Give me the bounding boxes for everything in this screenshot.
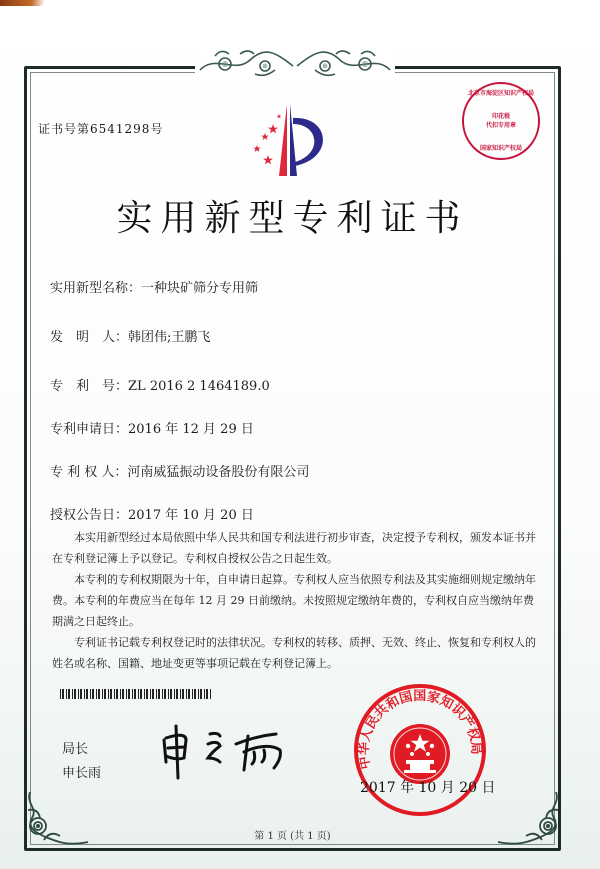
field-patentee — [50, 461, 309, 480]
paragraph-grant: 本实用新型经过本局依照中华人民共和国专利法进行初步审查，决定授予专利权，颁发本证书并在专利登记簿上予以登记。专利权自授权公告之日起生效。 — [52, 531, 536, 565]
stamp-inner-line-1: 印花税 — [491, 113, 510, 120]
field-grant-date — [50, 504, 254, 523]
field-inventors — [50, 326, 210, 345]
cnipa-official-seal-icon — [350, 680, 490, 820]
field-label: 授权公告日： — [50, 508, 129, 523]
page-number: 第 1 页 (共 1 页) — [254, 831, 331, 842]
field-value: 河南威猛振动设备股份有限公司 — [127, 465, 310, 480]
field-label: 专 利 权 人： — [50, 465, 128, 480]
photo-edge — [0, 0, 45, 6]
field-label: 发 明 人： — [50, 330, 129, 345]
stamp-inner-text — [464, 112, 538, 130]
director-title: 局长 — [62, 742, 89, 757]
stamp-bottom-text: 国家知识产权局 — [479, 145, 522, 152]
stamp-duty-seal — [462, 82, 540, 160]
cnipa-logo-icon — [235, 100, 325, 180]
stamp-inner-line-2: 代扣专用章 — [485, 122, 516, 129]
field-value: 2017 年 10 月 20 日 — [128, 508, 254, 523]
field-label: 专利申请日： — [50, 422, 129, 437]
svg-text:中华人民共和国国家知识产权局: 中华人民共和国国家知识产权局 — [356, 688, 484, 771]
field-label: 实用新型名称： — [50, 281, 142, 296]
field-value: 一种块矿筛分专用筛 — [141, 281, 259, 296]
director-signature-icon — [160, 722, 290, 782]
certificate-number: 证书号第6541298号 — [38, 122, 164, 136]
field-value: 2016 年 12 月 29 日 — [128, 422, 254, 437]
paragraph-term: 本专利的专利权期限为十年，自申请日起算。专利权人应当依照专利法及其实施细则规定缴纳年费。本专利的年费应当在每年 12 月 29 日前缴纳。未按照规定缴纳年费的，专利权自应当缴纳年费期满之日起终止。 — [52, 573, 536, 628]
top-ornament-icon — [195, 44, 395, 80]
seal-date: 2017 年 10 月 20 日 — [360, 780, 496, 796]
certificate-title: 实用新型专利证书 — [116, 198, 469, 239]
field-utility-model-name — [50, 277, 258, 296]
field-application-date — [50, 418, 254, 437]
stamp-ring-text: 北京市海淀区知识产权局 — [467, 90, 534, 97]
certificate-body-text — [52, 527, 542, 674]
paragraph-legal-status: 专利证书记载专利权登记时的法律状况。专利权的转移、质押、无效、终止、恢复和专利权人的姓名或名称、国籍、地址变更等事项记载在专利登记簿上。 — [52, 636, 536, 670]
field-value: 韩团伟;王鹏飞 — [128, 330, 211, 345]
field-patent-number — [50, 375, 270, 394]
director-name: 申长雨 — [62, 766, 102, 781]
field-value: ZL 2016 2 1464189.0 — [128, 379, 270, 394]
field-label: 专 利 号： — [50, 379, 129, 394]
barcode — [60, 689, 212, 699]
